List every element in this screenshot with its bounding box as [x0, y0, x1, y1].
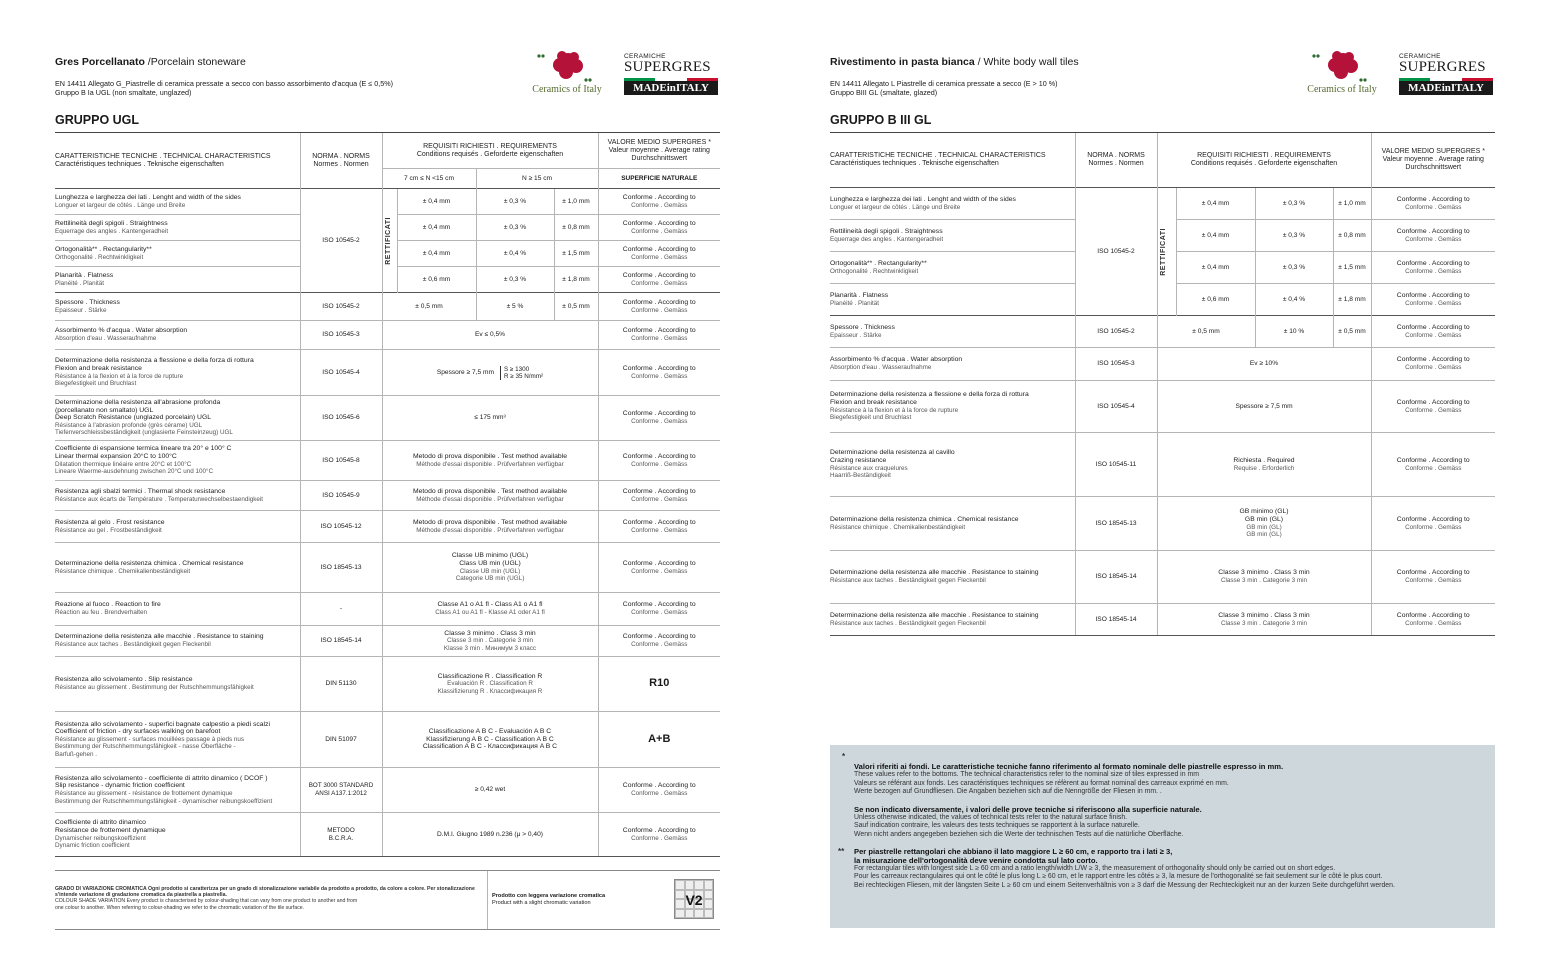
rettificati-label: RETTIFICATI [384, 216, 392, 265]
table-row: Reazione al fuoco . Reaction to fire Réaction au feu . Brendverhalten - Classe A1 o A1 fl - Class A1 o A1 fl Class A1 ou A1 fl - Klasse A1 oder A1 fl Conforme . According to Conforme . Gemäss [55, 593, 720, 626]
table-row: Rettilineità degli spigoli . Straightness Equerrage des angles . Kantengeradheit ± 0,4 mm ± 0,3 % ± 0,8 mm Conforme . According to Conforme . Gemäss [55, 215, 720, 241]
table-row: Determinazione della resistenza alle macchie . Resistance to staining Résistance aux taches . Beständigkeit gegen Fleckenbil ISO 18545-14 Classe 3 minimo . Class 3 min Classe 3 min . Categorie 3 min Conforme . According to Conforme . Gemäss [830, 551, 1495, 604]
table-row: Resistenza allo scivolamento . Slip resistance Résistance au glissement . Bestimmung der Rutschhemmungsfähigkeit DIN 51130 Classificazione R . Classification R Evaluación R . Classification R Klassifizierung R . Классификация R R10 [55, 657, 720, 712]
table-row: Determinazione della resistenza all'abrasione profonda (porcellanato non smaltato) UGL Deep Scratch Resistance (unglazed porcelain) UGL Résistance à l'abrasion profonde (grès cérame) UGL Tiefenverschleissbeständigkeit (unglasierte Feinsteinzeug) UGL ISO 10545-6 ≤ 175 mm³ Conforme . According to Conforme . Gemäss [55, 396, 720, 441]
table-row: Determinazione della resistenza alle macchie . Resistance to staining Résistance aux taches . Beständigkeit gegen Fleckenbil ISO 18545-14 Classe 3 minimo . Class 3 min Classe 3 min . Categorie 3 min Klasse 3 min . Минимум 3 класс Conforme . According to Conforme . Gemäss [55, 626, 720, 657]
table-row: Determinazione della resistenza chimica . Chemical resistance Résistance chimique . Chemikalienbeständigkeit ISO 18545-13 Classe UB minimo (UGL) Class UB min (UGL) Classe UB min (UGL) Categorie UB min (UGL) Conforme . According to Conforme . Gemäss [55, 543, 720, 593]
made-in-italy-badge: MADEinITALY [1399, 78, 1493, 95]
table-row: Coefficiente di attrito dinamico Resistance de frottement dynamique Dynamischer reibungskoeffizient Dynamic friction coefficient METODO B.C.R.A. D.M.I. Giugno 1989 n.236 (μ > 0,40) Conforme . According to Conforme . Gemäss [55, 813, 720, 857]
left-title: Gres Porcellanato /Porcelain stoneware [55, 56, 246, 68]
ceramiche-text: CERAMICHE [1399, 53, 1441, 60]
table-row: Assorbimento % d'acqua . Water absorption Absorption d'eau . Wasseraufnahme ISO 10545-3 Ev ≥ 10% Conforme . According to Conforme . Gemäss [830, 348, 1495, 381]
supergres-logo [522, 50, 722, 100]
table-row: Determinazione della resistenza alle macchie . Resistance to staining Résistance aux taches . Beständigkeit gegen Fleckenbil ISO 18545-14 Classe 3 minimo . Class 3 min Classe 3 min . Categorie 3 min Conforme . According to Conforme . Gemäss [830, 604, 1495, 636]
v2-shade-badge: V2 [668, 871, 720, 929]
ceramics-of-italy-flower-icon [522, 50, 612, 84]
shade-variation-box [55, 870, 720, 930]
supergres-text: SUPERGRES [1399, 59, 1486, 75]
right-subtitle: EN 14411 Allegato L Piastrelle di ceramica pressate a secco (E > 10 %) Gruppo BIII GL (smaltate, glazed) [830, 79, 1058, 97]
shade-variation-label: Prodotto con leggera variazione cromatica Product with a slight chromatic variation [492, 893, 606, 906]
left-group-title: GRUPPO UGL [55, 113, 140, 127]
table-row: Spessore . Thickness Epaisseur . Stärke ISO 10545-2 ± 0,5 mm ± 5 % ± 0,5 mm Conforme . According to Conforme . Gemäss [55, 293, 720, 321]
table-row: Determinazione della resistenza a flessione e della forza di rottura Flexion and break resistance Résistance à la flexion et à la force de rupture Biegefestigkeit und Bruchlast ISO 10545-4 Spessore ≥ 7,5 mm Conforme . According to Conforme . Gemäss [830, 381, 1495, 433]
table-row: Ortogonalità** . Rectangularity** Orthogonalité . Rechtwinkligkeit ± 0,4 mm ± 0,3 % ± 1,5 mm Conforme . According to Conforme . Gemäss [830, 252, 1495, 284]
table-row: Ortogonalità** . Rectangularity** Orthogonalité . Rechtwinkligkeit ± 0,4 mm ± 0,4 % ± 1,5 mm Conforme . According to Conforme . Gemäss [55, 241, 720, 267]
table-row: Determinazione della resistenza al cavillo Crazing resistance Résistance aux craquelures Haarriß-Beständigkeit ISO 10545-11 Richiesta . Required Requise . Erforderlich Conforme . According to Conforme . Gemäss [830, 433, 1495, 497]
table-row: Lunghezza e larghezza dei lati . Lenght and width of the sides Longuer et largeur de côtés . Länge und Breite ISO 10545-2 RETTIFICATI ± 0,4 mm ± 0,3 % ± 1,0 mm Conforme . According to Conforme . Gemäss [55, 189, 720, 215]
ceramics-of-italy-flower-icon [1297, 50, 1387, 84]
footnote-2: Se non indicato diversamente, i valori delle prove tecniche si riferiscono alla superficie naturale. Unless otherwise indicated, the values of technical tests refer to the natural surface finish. Sauf indication contraire, les valeurs des tests techniques se rapportent à la surface naturelle. Wenn nicht anders angegeben beziehen sich die Werte der technischen Tests auf die natürliche Oberfläche. [854, 804, 1202, 838]
ceramiche-text: CERAMICHE [624, 53, 666, 60]
right-title: Rivestimento in pasta bianca / White body wall tiles [830, 56, 1079, 68]
footnotes-box [830, 745, 1495, 928]
ceramics-of-italy-text: Ceramics of Italy [532, 84, 602, 95]
rettificati-label: RETTIFICATI [1159, 227, 1167, 276]
left-spec-table: CARATTERISTICHE TECNICHE . TECHNICAL CHARACTERISTICS Caractéristiques techniques . Teknische eigenschaften NORMA . NORMS Normes . Normen REQUISITI RICHIESTI . REQUIREMENTS Conditions requisés . Geforderte eigenschaften VALORE MEDIO SUPERGRES * Valeur moyenne . Average rating Durchschnittswert 7 cm ≤ N <15 cm N ≥ 15 cm SUPERFICIE NATURALE Lunghezza e larghezza dei lati . Lenght and width of the sides Longuer et largeur de côtés . Länge und Breite ISO 10545-2 RETTIFICATI ± 0,4 mm ± 0,3 % ± 1,0 mm Conforme . According to Conforme . Gemäss Rettilineità degli spigoli . Straightness Equerrage des angles . Kantengeradheit ± 0,4 mm ± 0,3 % ± 0,8 mm Conforme . According to Conforme . Gemäss Ortogonalità** . Rectangularity** Orthogonalité . Rechtwinkligkeit ± 0,4 mm ± 0,4 % ± 1,5 mm Conforme . According to Conforme . Gemäss Planarità . Flatness Planéité . Planität ± 0,6 mm ± 0,3 % ± 1,8 mm Conforme . According to Conforme . Gemäss Spessore . Thickness Epaisseur . Stärke ISO 10545-2 ± 0,5 mm ± 5 % ± 0,5 mm Conforme . According to Conforme . Gemäss Assorbimento % d'acqua . Water absorption Absorption d'eau . Wasseraufnahme ISO 10545-3 Ev ≤ 0,5% Conforme . According to Conforme . Gemäss Determinazione della resistenza a flessione e della forza di rottura Flexion and break resistance Résistance à la flexion et à la force de rupture Biegefestigkeit und Bruchlast ISO 10545-4 Spessore ≥ 7,5 mm S ≥ 1300 R ≥ 35 N/mm² Conforme . According to Conforme . Gemäss Determinazione della resistenza all'abrasione profonda (porcellanato non smaltato) UGL Deep Scratch Resistance (unglazed porcelain) UGL Résistance à l'abrasion profonde (grès cérame) UGL Tiefenverschleissbeständigkeit (unglasierte Feinsteinzeug) UGL ISO 10545-6 ≤ 175 mm³ Conforme . According to Conforme . Gemäss Coefficiente di espansione termica lineare tra 20° e 100° C Linear thermal expansion 20°C to 100°C Dilatation thermique linéaire entre 20°C et 100°C Lineare Waerme-ausdehnung zwischen 20°C und 100°C ISO 10545-8 Metodo di prova disponibile . Test method available Méthode d'essai disponible . Prüfverfahren verfügbar Conforme . According to Conforme . Gemäss Resistenza agli sbalzi termici . Thermal shock resistance Résistance aux écarts de Température . Temperaturwechselbestaendigkeit ISO 10545-9 Metodo di prova disponibile . Test method available Méthode d'essai disponible . Prüfverfahren verfügbar Conforme . According to Conforme . Gemäss Resistenza al gelo . Frost resistance Résistance au gel . Frostbeständigkeit ISO 10545-12 Metodo di prova disponibile . Test method available Méthode d'essai disponible . Prüfverfahren verfügbar Conforme . According to Conforme . Gemäss Determinazione della resistenza chimica . Chemical resistance Résistance chimique . Chemikalienbeständigkeit ISO 18545-13 Classe UB minimo (UGL) Class UB min (UGL) Classe UB min (UGL) Categorie UB min (UGL) Conforme . According to Conforme . Gemäss Reazione al fuoco . Reaction to fire Réaction au feu . Brendverhalten - Classe A1 o A1 fl - Class A1 o A1 fl Class A1 ou A1 fl - Klasse A1 oder A1 fl Conforme . According to Conforme . Gemäss Determinazione della resistenza alle macchie . Resistance to staining Résistance aux taches . Beständigkeit gegen Fleckenbil ISO 18545-14 Classe 3 minimo . Class 3 min Classe 3 min . Categorie 3 min Klasse 3 min . Минимум 3 класс Conforme . According to Conforme . Gemäss Resistenza allo scivolamento . Slip resistance Résistance au glissement . Bestimmung der Rutschhemmungsfähigkeit DIN 51130 Classificazione R . Classification R Evaluación R . Classification R Klassifizierung R . Классификация R R10 Resistenza allo scivolamento - superfici bagnate calpestio a piedi scalzi Coefficient of friction - dry surfaces walking on barefoot Résistance au glissement - surfaces mouillées passage à pieds nus Bestimmung der Rutschhemmungsfähigkeit - nasse Oberfläche - Barfuß-gehen . DIN 51097 Classificazione A B C - Evaluación A B C Klassifizierung A B C - Classification A B C Classification A B C - Классификация A B C A+B Resistenza allo scivolamento - coefficiente di attrito dinamico ( DCOF ) Slip resistance - dynamic friction coefficient Résistance au glissement - résistance de frottement dynamique Bestimmung der Rutschhemmungsfähigkeit - dynamischer reibungskoeffizient BOT 3000 STANDARD ANSI A137.1:2012 ≥ 0,42 wet Conforme . According to Conforme . Gemäss Coefficiente di attrito dinamico Resistance de frottement dynamique Dynamischer reibungskoeffizient Dynamic friction coefficient METODO B.C.R.A. D.M.I. Giugno 1989 n.236 (μ > 0,40) Conforme . According to Conforme . Gemäss [55, 132, 720, 857]
shade-variation-text: GRADO DI VARIAZIONE CROMATICA Ogni prodotto si caratterizza per un grado di stonalizzazione variabile da prodotto a prodotto, da colore a colore. Per stonalizzazione s'intende variazione di gradazione cromatica da piastrella a piastrella. COLOUR SHADE VARIATION Every product is characterised by colour-shading that can vary from one product to another and from one colour to another. When referring to colour-shading we refer to the chromatic variation of the tile surface. [55, 871, 488, 929]
table-row: Resistenza agli sbalzi termici . Thermal shock resistance Résistance aux écarts de Température . Temperaturwechselbestaendigkeit ISO 10545-9 Metodo di prova disponibile . Test method available Méthode d'essai disponible . Prüfverfahren verfügbar Conforme . According to Conforme . Gemäss [55, 481, 720, 511]
table-row: Rettilineità degli spigoli . Straightness Equerrage des angles . Kantengeradheit ± 0,4 mm ± 0,3 % ± 0,8 mm Conforme . According to Conforme . Gemäss [830, 220, 1495, 252]
table-row: Resistenza al gelo . Frost resistance Résistance au gel . Frostbeständigkeit ISO 10545-12 Metodo di prova disponibile . Test method available Méthode d'essai disponible . Prüfverfahren verfügbar Conforme . According to Conforme . Gemäss [55, 511, 720, 543]
table-row: Planarità . Flatness Planéité . Planität ± 0,6 mm ± 0,4 % ± 1,8 mm Conforme . According to Conforme . Gemäss [830, 284, 1495, 316]
right-spec-table: CARATTERISTICHE TECNICHE . TECHNICAL CHARACTERISTICS Caractéristiques techniques . Teknische eigenschaften NORMA . NORMS Normes . Normen REQUISITI RICHIESTI . REQUIREMENTS Conditions requisés . Geforderte eigenschaften VALORE MEDIO SUPERGRES * Valeur moyenne . Average rating Durchschnittswert Lunghezza e larghezza dei lati . Lenght and width of the sides Longuer et largeur de côtés . Länge und Breite ISO 10545-2 RETTIFICATI ± 0,4 mm ± 0,3 % ± 1,0 mm Conforme . According to Conforme . Gemäss Rettilineità degli spigoli . Straightness Equerrage des angles . Kantengeradheit ± 0,4 mm ± 0,3 % ± 0,8 mm Conforme . According to Conforme . Gemäss Ortogonalità** . Rectangularity** Orthogonalité . Rechtwinkligkeit ± 0,4 mm ± 0,3 % ± 1,5 mm Conforme . According to Conforme . Gemäss Planarità . Flatness Planéité . Planität ± 0,6 mm ± 0,4 % ± 1,8 mm Conforme . According to Conforme . Gemäss Spessore . Thickness Epaisseur . Stärke ISO 10545-2 ± 0,5 mm ± 10 % ± 0,5 mm Conforme . According to Conforme . Gemäss Assorbimento % d'acqua . Water absorption Absorption d'eau . Wasseraufnahme ISO 10545-3 Ev ≥ 10% Conforme . According to Conforme . Gemäss Determinazione della resistenza a flessione e della forza di rottura Flexion and break resistance Résistance à la flexion et à la force de rupture Biegefestigkeit und Bruchlast ISO 10545-4 Spessore ≥ 7,5 mm Conforme . According to Conforme . Gemäss Determinazione della resistenza al cavillo Crazing resistance Résistance aux craquelures Haarriß-Beständigkeit ISO 10545-11 Richiesta . Required Requise . Erforderlich Conforme . According to Conforme . Gemäss Determinazione della resistenza chimica . Chemical resistance Résistance chimique . Chemikalienbeständigkeit ISO 18545-13 GB minimo (GL) GB min (GL) GB min (GL) GB min (GL) Conforme . According to Conforme . Gemäss Determinazione della resistenza alle macchie . Resistance to staining Résistance aux taches . Beständigkeit gegen Fleckenbil ISO 18545-14 Classe 3 minimo . Class 3 min Classe 3 min . Categorie 3 min Conforme . According to Conforme . Gemäss Determinazione della resistenza alle macchie . Resistance to staining Résistance aux taches . Beständigkeit gegen Fleckenbil ISO 18545-14 Classe 3 minimo . Class 3 min Classe 3 min . Categorie 3 min Conforme . According to Conforme . Gemäss [830, 132, 1495, 636]
supergres-text: SUPERGRES [624, 59, 711, 75]
table-row: Determinazione della resistenza chimica . Chemical resistance Résistance chimique . Chemikalienbeständigkeit ISO 18545-13 GB minimo (GL) GB min (GL) GB min (GL) GB min (GL) Conforme . According to Conforme . Gemäss [830, 497, 1495, 551]
footnote-1: * Valori riferiti ai fondi. Le caratteristiche tecniche fanno riferimento al formato nominale delle piastrelle espresso in mm. These values refer to the bottoms. The technical characteristics refer to the nominal size of tiles expressed in mm Valeurs se référant aux fonds. Les caractéristiques techniques se réfèrent au format nominal des carreaux exprimé en mm. Werte bezogen auf Grundfliesen. Die Angaben beziehen sich auf die Nenngröße der Fliesen in mm. . [842, 752, 1284, 796]
supergres-logo [1297, 50, 1497, 100]
made-in-italy-badge: MADEinITALY [624, 78, 718, 95]
table-row: Planarità . Flatness Planéité . Planität ± 0,6 mm ± 0,3 % ± 1,8 mm Conforme . According to Conforme . Gemäss [55, 267, 720, 293]
ceramics-of-italy-text: Ceramics of Italy [1307, 84, 1377, 95]
footnote-3: ** Per piastrelle rettangolari che abbiano il lato maggiore L ≥ 60 cm, e rapporto tra i lati ≥ 3, la misurazione dell'ortogonalità deve venire condotta sul lato corto. For rectangular tiles with longest side L ≥ 60 cm and a ratio length/width L/W ≥ 3, the measurement of orthogonality should only be carried out on short edges. Pour les carreaux rectangulaires qui ont le côté le plus long L ≥ 60 cm, et le rapport entre les côtés ≥ 3, la mesure de l'orthogonalité se fait seulement sur le côté le plus court. Bei rechteckigen Fliesen, mit der längsten Seite L ≥ 60 cm und einem Seitenverhältnis von ≥ 3 darf die Messung der Rechteckigkeit nur an der kurzen Seite durchgeführt werden. [838, 847, 1395, 889]
right-group-title: GRUPPO B III GL [830, 113, 932, 127]
table-row: Determinazione della resistenza a flessione e della forza di rottura Flexion and break resistance Résistance à la flexion et à la force de rupture Biegefestigkeit und Bruchlast ISO 10545-4 Spessore ≥ 7,5 mm S ≥ 1300 R ≥ 35 N/mm² Conforme . According to Conforme . Gemäss [55, 350, 720, 396]
table-row: Coefficiente di espansione termica lineare tra 20° e 100° C Linear thermal expansion 20°C to 100°C Dilatation thermique linéaire entre 20°C et 100°C Lineare Waerme-ausdehnung zwischen 20°C und 100°C ISO 10545-8 Metodo di prova disponibile . Test method available Méthode d'essai disponible . Prüfverfahren verfügbar Conforme . According to Conforme . Gemäss [55, 441, 720, 481]
left-subtitle: EN 14411 Allegato G_Piastrelle di ceramica pressate a secco con basso assorbimento d'acqua (E ≤ 0,5%) Gruppo B Ia UGL (non smaltate, unglazed) [55, 79, 393, 97]
table-row: Assorbimento % d'acqua . Water absorption Absorption d'eau . Wasseraufnahme ISO 10545-3 Ev ≤ 0,5% Conforme . According to Conforme . Gemäss [55, 321, 720, 350]
table-row: Spessore . Thickness Epaisseur . Stärke ISO 10545-2 ± 0,5 mm ± 10 % ± 0,5 mm Conforme . According to Conforme . Gemäss [830, 316, 1495, 348]
table-row: Resistenza allo scivolamento - superfici bagnate calpestio a piedi scalzi Coefficient of friction - dry surfaces walking on barefoot Résistance au glissement - surfaces mouillées passage à pieds nus Bestimmung der Rutschhemmungsfähigkeit - nasse Oberfläche - Barfuß-gehen . DIN 51097 Classificazione A B C - Evaluación A B C Klassifizierung A B C - Classification A B C Classification A B C - Классификация A B C A+B [55, 712, 720, 768]
table-row: Resistenza allo scivolamento - coefficiente di attrito dinamico ( DCOF ) Slip resistance - dynamic friction coefficient Résistance au glissement - résistance de frottement dynamique Bestimmung der Rutschhemmungsfähigkeit - dynamischer reibungskoeffizient BOT 3000 STANDARD ANSI A137.1:2012 ≥ 0,42 wet Conforme . According to Conforme . Gemäss [55, 768, 720, 813]
table-row: Lunghezza e larghezza dei lati . Lenght and width of the sides Longuer et largeur de côtés . Länge und Breite ISO 10545-2 RETTIFICATI ± 0,4 mm ± 0,3 % ± 1,0 mm Conforme . According to Conforme . Gemäss [830, 188, 1495, 220]
